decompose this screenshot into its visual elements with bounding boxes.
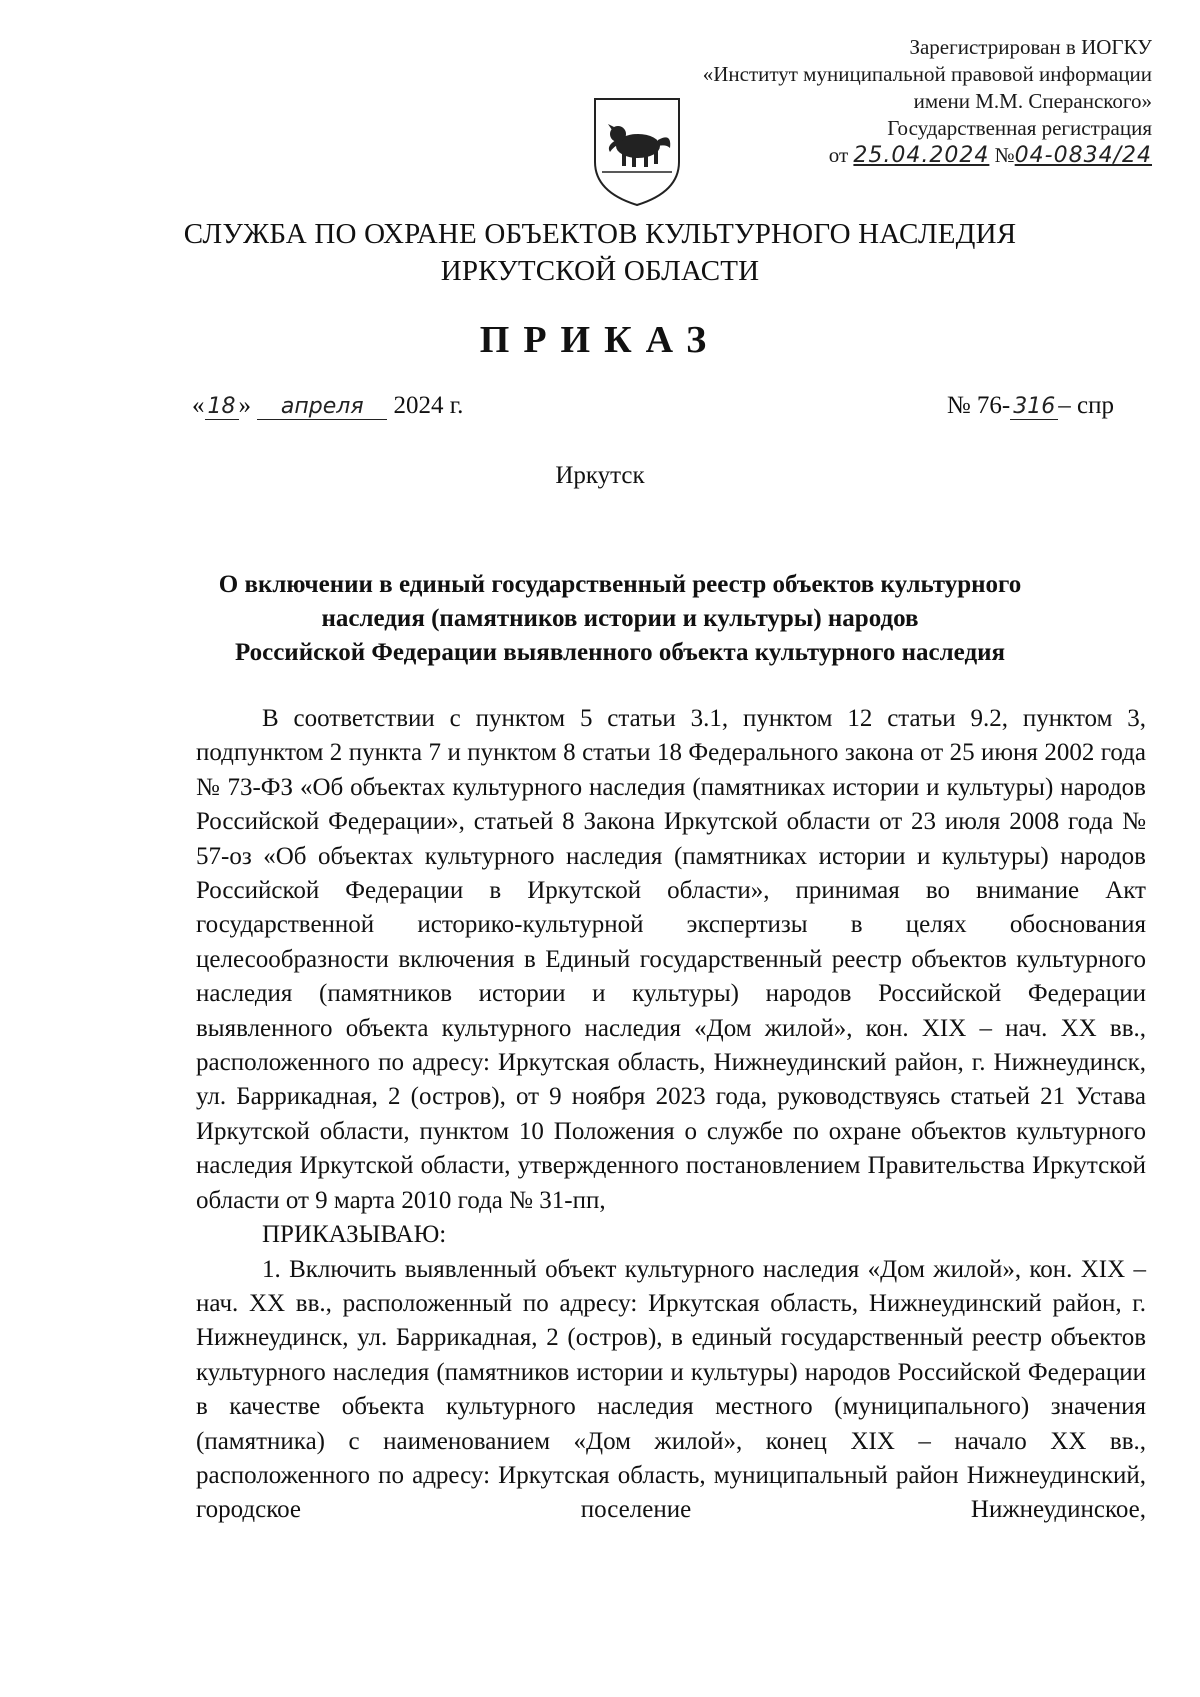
title-line-2: наследия (памятников истории и культуры) народов [321, 605, 919, 632]
registration-line-2: «Институт муниципальной правовой информации [702, 62, 1152, 86]
title-line-1: О включении в единый государственный реестр объектов культурного [218, 571, 1022, 598]
date-day: 18 [205, 394, 239, 420]
title-line-3: Российской Федерации выявленного объекта культурного наследия [234, 639, 1006, 666]
order-date [192, 392, 463, 420]
order-number-value: 316 [1010, 394, 1058, 420]
registration-line-1: Зарегистрирован в ИОГКУ [909, 35, 1152, 59]
date-month: апреля [257, 394, 387, 420]
document-body [196, 702, 1146, 1528]
registration-date: 25.04.2024 [853, 143, 990, 168]
date-close-quote: » [238, 392, 251, 419]
agency-name-line-2: ИРКУТСКОЙ ОБЛАСТИ [440, 255, 760, 287]
registration-line-4: Государственная регистрация [887, 116, 1152, 140]
date-open-quote: « [192, 392, 205, 419]
order-number [947, 392, 1114, 420]
registration-number-sign: № [994, 143, 1015, 167]
date-year: 2024 г. [393, 392, 464, 419]
document-type: ПРИКАЗ [479, 319, 721, 361]
order-number-prefix: № 76- [946, 392, 1011, 419]
document-title [150, 568, 1090, 670]
irkutsk-coat-of-arms-icon [592, 96, 682, 208]
registration-prefix-from: от [828, 143, 849, 167]
item-1-paragraph: 1. Включить выявленный объект культурного наследия «Дом жилой», кон. XIX – нач. XX вв., расположенный по адресу: Иркутская область, Нижнеудинский район, г. Нижнеудинск, ул. Баррикадная, 2 (остров), в единый государственный реестр объектов культурного наследия (памятников истории и культуры) народов Российской Федерации в качестве объекта культурного наследия местного (муниципального) значения (памятника) с наименованием «Дом жилой», конец XIX – начало XX вв., расположенного по адресу: Иркутская область, муниципальный район Нижнеудинский, городское поселение Нижнеудинское, [196, 1255, 1146, 1524]
order-number-suffix: – спр [1058, 392, 1114, 419]
registration-number-line [703, 142, 1152, 169]
registration-number: 04-0834/24 [1014, 143, 1152, 168]
agency-name-line-1: СЛУЖБА ПО ОХРАНЕ ОБЪЕКТОВ КУЛЬТУРНОГО НАСЛЕДИЯ [183, 218, 1017, 250]
registration-line-3: имени М.М. Сперанского» [913, 89, 1152, 113]
agency-name [0, 216, 1200, 290]
preamble-paragraph: В соответствии с пунктом 5 статьи 3.1, пунктом 12 статьи 9.2, пунктом 3, подпунктом 2 пункта 7 и пунктом 8 статьи 18 Федерального закона от 25 июня 2002 года № 73-ФЗ «Об объектах культурного наследия (памятниках истории и культуры) народов Российской Федерации», статьей 8 Закона Иркутской области от 23 июля 2008 года № 57-оз «Об объектах культурного наследия (памятниках истории и культуры) народов Российской Федерации в Иркутской области», принимая во внимание Акт государственной историко-культурной экспертизы в целях обоснования целесообразности включения в Единый государственный реестр объектов культурного наследия (памятников истории и культуры) народов Российской Федерации выявленного объекта культурного наследия «Дом жилой», кон. XIX – нач. XX вв., расположенного по адресу: Иркутская область, Нижнеудинский район, г. Нижнеудинск, ул. Баррикадная, 2 (остров), от 9 ноября 2023 года, руководствуясь статьей 21 Устава Иркутской области, пунктом 10 Положения о службе по охране объектов культурного наследия Иркутской области, утвержденного постановлением Правительства Иркутской области от 9 марта 2010 года № 31-пп, [196, 705, 1146, 1214]
registration-stamp [703, 34, 1152, 169]
order-word: ПРИКАЗЫВАЮ: [262, 1221, 447, 1249]
city: Иркутск [555, 462, 645, 489]
